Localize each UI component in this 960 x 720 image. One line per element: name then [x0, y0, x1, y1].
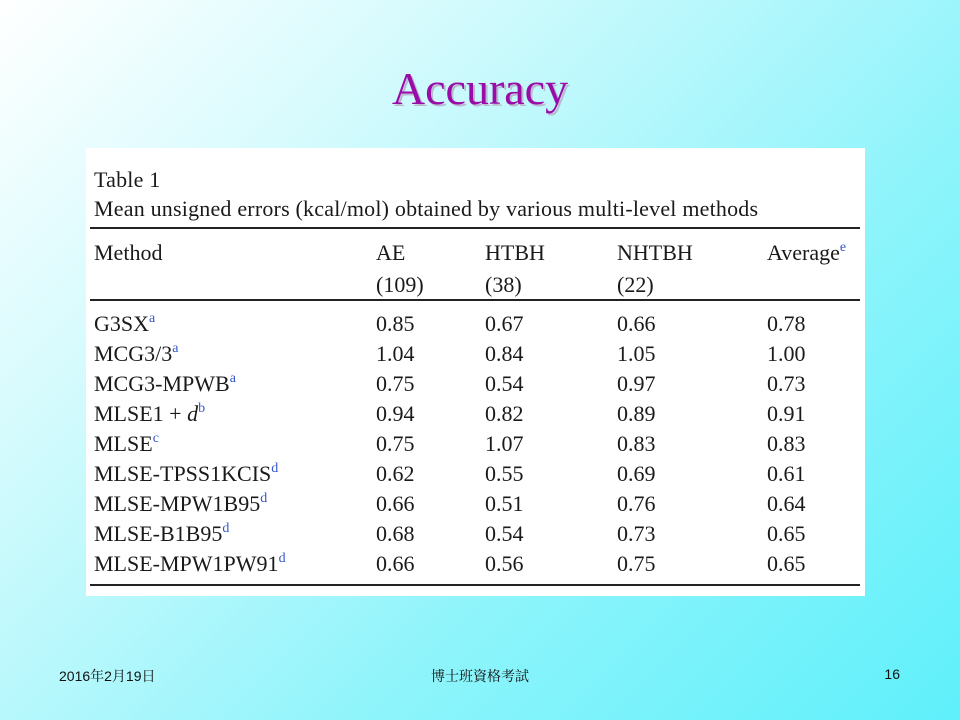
header-nhtbh-count: (22) [617, 272, 654, 297]
table-caption-number: Table 1 [94, 167, 161, 192]
method-footnote: a [172, 341, 179, 356]
average-cell: 1.00 [767, 341, 806, 366]
htbh-cell: 0.82 [485, 401, 524, 426]
htbh-cell: 0.84 [485, 341, 524, 366]
method-cell [94, 432, 159, 456]
average-cell: 0.61 [767, 461, 806, 486]
htbh-cell: 0.67 [485, 311, 524, 336]
average-cell: 0.64 [767, 491, 806, 516]
ae-cell: 1.04 [376, 341, 415, 366]
ae-cell: 0.68 [376, 521, 415, 546]
header-ae-count: (109) [376, 272, 424, 297]
ae-cell: 0.66 [376, 491, 415, 516]
ae-cell: 0.85 [376, 311, 415, 336]
method-name: MLSE-MPW1B95 [94, 491, 261, 516]
footer-date: 2016年2月19日 [59, 668, 156, 684]
method-name: G3SX [94, 311, 150, 336]
average-cell: 0.83 [767, 431, 806, 456]
method-footnote: d [278, 551, 286, 566]
method-footnote: a [229, 371, 236, 386]
table-top-rule [90, 227, 860, 229]
average-cell: 0.78 [767, 311, 806, 336]
method-name: MCG3/3 [94, 341, 173, 366]
header-nhtbh: NHTBH [617, 240, 693, 265]
nhtbh-cell: 0.83 [617, 431, 656, 456]
method-footnote: a [149, 311, 156, 326]
method-name: MLSE-TPSS1KCIS [94, 461, 272, 486]
header-average-footnote: e [839, 240, 847, 255]
nhtbh-cell: 0.66 [617, 311, 656, 336]
header-htbh: HTBH [485, 240, 545, 265]
htbh-cell: 0.56 [485, 551, 524, 576]
method-cell [94, 462, 278, 486]
table-header-rule [90, 299, 860, 301]
average-cell: 0.65 [767, 551, 806, 576]
method-footnote: d [260, 491, 268, 506]
htbh-cell: 1.07 [485, 431, 524, 456]
table-caption-description: Mean unsigned errors (kcal/mol) obtained by various multi-level methods [94, 196, 759, 221]
ae-cell: 0.66 [376, 551, 415, 576]
nhtbh-cell: 0.89 [617, 401, 656, 426]
method-name: MLSE1 + [94, 401, 188, 426]
nhtbh-cell: 1.05 [617, 341, 656, 366]
htbh-cell: 0.51 [485, 491, 524, 516]
method-name: MLSE [94, 431, 153, 456]
method-name: MLSE-MPW1PW91 [94, 551, 279, 576]
method-name: MLSE-B1B95 [94, 521, 223, 546]
ae-cell: 0.75 [376, 371, 415, 396]
ae-cell: 0.75 [376, 431, 415, 456]
header-method: Method [94, 240, 163, 265]
page-number: 16 [884, 666, 900, 682]
nhtbh-cell: 0.73 [617, 521, 656, 546]
htbh-cell: 0.54 [485, 371, 524, 396]
nhtbh-cell: 0.76 [617, 491, 656, 516]
method-cell [94, 552, 286, 576]
method-cell [94, 342, 178, 366]
method-footnote: b [198, 401, 206, 416]
htbh-cell: 0.54 [485, 521, 524, 546]
method-footnote: c [152, 431, 159, 446]
method-footnote: d [271, 461, 279, 476]
method-cell [94, 492, 267, 516]
method-cell [94, 312, 155, 336]
nhtbh-cell: 0.97 [617, 371, 656, 396]
header-htbh-count: (38) [485, 272, 522, 297]
ae-cell: 0.94 [376, 401, 415, 426]
method-name: MCG3-MPWB [94, 371, 230, 396]
method-cell [94, 402, 205, 426]
method-cell [94, 522, 229, 546]
footer-center-text: 博士班資格考試 [431, 668, 529, 684]
method-footnote: d [222, 521, 230, 536]
method-cell [94, 372, 236, 396]
average-cell: 0.65 [767, 521, 806, 546]
header-ae: AE [376, 240, 406, 265]
header-average: Average$^e$ [767, 240, 847, 265]
method-name-italic: d [187, 401, 199, 426]
table-image [86, 148, 865, 596]
slide-title: Accuracy [391, 63, 569, 114]
average-cell: 0.73 [767, 371, 806, 396]
average-cell: 0.91 [767, 401, 806, 426]
nhtbh-cell: 0.69 [617, 461, 656, 486]
nhtbh-cell: 0.75 [617, 551, 656, 576]
htbh-cell: 0.55 [485, 461, 524, 486]
table-bottom-rule [90, 584, 860, 586]
ae-cell: 0.62 [376, 461, 415, 486]
